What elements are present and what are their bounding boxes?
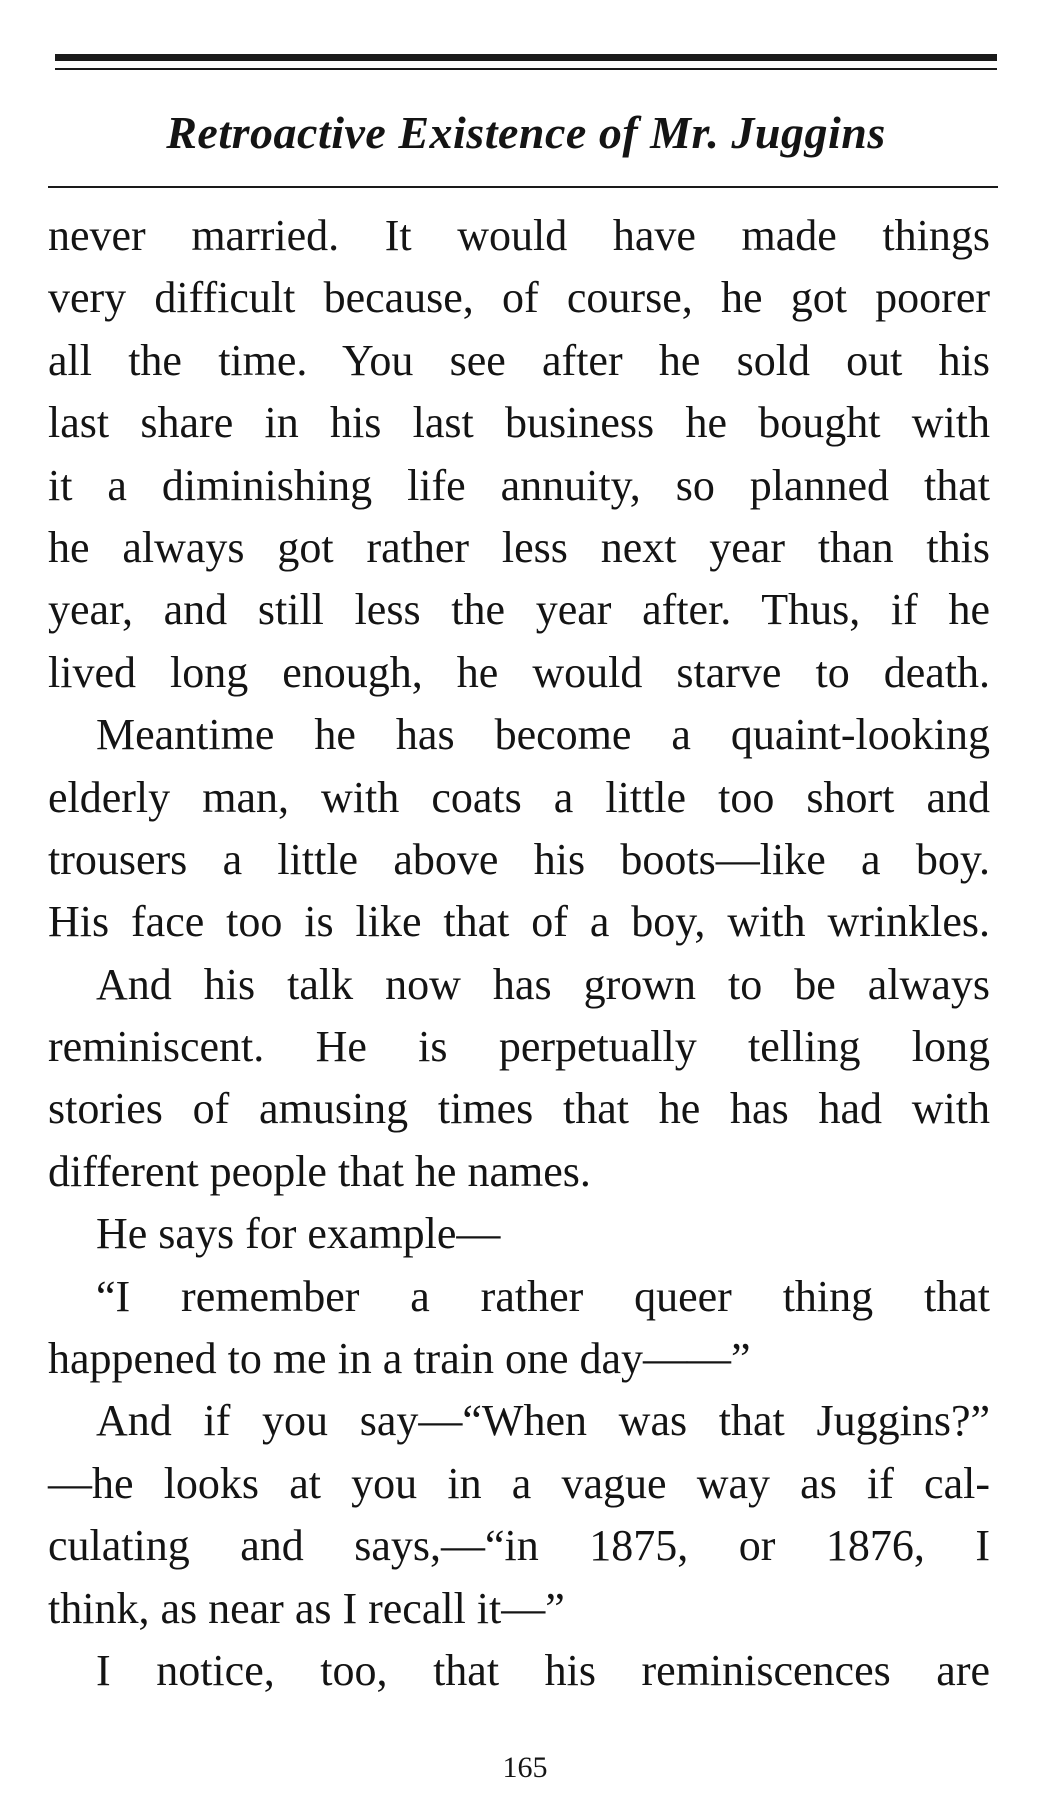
text-line: stories of amusing times that he has had with [48, 1084, 990, 1134]
body-text [48, 205, 990, 1702]
text-line: it a diminishing life annuity, so planned that [48, 460, 990, 510]
text-line: very difficult because, of course, he got poorer [48, 273, 990, 323]
text-line: And if you say—“When was that Juggins?” [96, 1396, 990, 1446]
text-line: reminiscent. He is perpetually telling long [48, 1022, 990, 1072]
text-line: elderly man, with coats a little too short and [48, 772, 990, 822]
text-line: He says for example— [96, 1209, 501, 1259]
text-line: think, as near as I recall it—” [48, 1583, 565, 1633]
text-line: His face too is like that of a boy, with wrinkles. [48, 897, 990, 947]
text-line: never married. It would have made things [48, 211, 990, 260]
text-line: he always got rather less next year than this [48, 522, 990, 572]
text-line: And his talk now has grown to be always [96, 959, 990, 1009]
text-line: trousers a little above his boots—like a boy. [48, 834, 990, 884]
text-line: Meantime he has become a quaint-looking [96, 710, 990, 760]
header-thin-rule [55, 68, 997, 70]
page-number: 165 [502, 1751, 548, 1784]
text-line: last share in his last business he bought with [48, 398, 990, 448]
text-line: I notice, too, that his reminiscences are [96, 1645, 990, 1695]
text-line: year, and still less the year after. Thus, if he [48, 585, 990, 635]
running-head-rule [48, 186, 998, 188]
text-line: lived long enough, he would starve to death. [48, 647, 990, 697]
header-thick-rule [55, 54, 997, 61]
text-line: happened to me in a train one day——” [48, 1334, 751, 1384]
text-line: “I remember a rather queer thing that [96, 1271, 990, 1321]
text-line: culating and says,—“in 1875, or 1876, I [48, 1521, 990, 1571]
text-line: all the time. You see after he sold out his [48, 335, 990, 385]
text-line: —he looks at you in a vague way as if cal- [48, 1458, 990, 1508]
running-head: Retroactive Existence of Mr. Juggins [166, 107, 886, 158]
text-line: different people that he names. [48, 1146, 591, 1196]
